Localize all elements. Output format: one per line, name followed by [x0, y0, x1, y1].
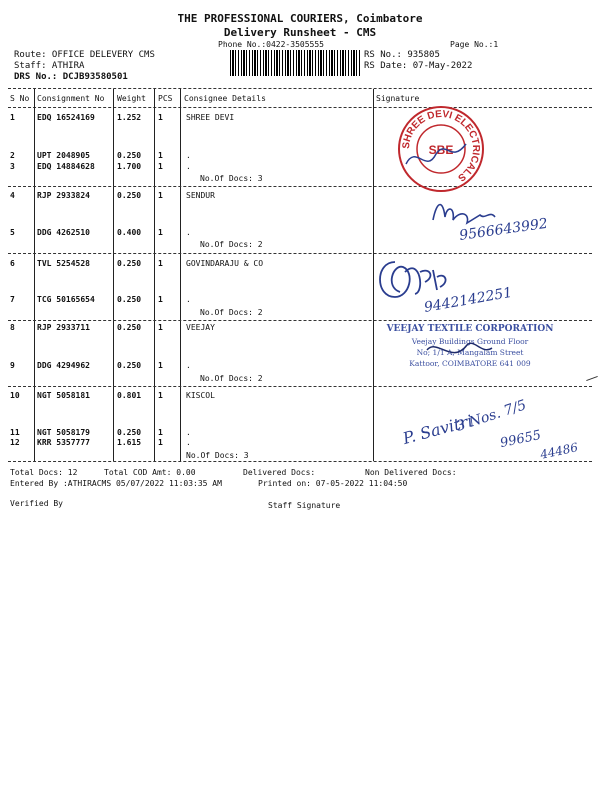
row-pcs: 1: [158, 361, 163, 370]
printed-on: Printed on: 07-05-2022 11:04:50: [258, 479, 408, 488]
row-sno: 12: [10, 438, 20, 447]
row-pcs: 1: [158, 323, 163, 332]
row-consignment: TCG 50165654: [37, 295, 95, 304]
row-consignee: VEEJAY: [186, 323, 215, 332]
row-consignment: NGT 5058181: [37, 391, 90, 400]
row-sno: 3: [10, 162, 15, 171]
row-pcs: 1: [158, 391, 163, 400]
column-line: [34, 89, 35, 461]
divider: [8, 186, 592, 187]
col-sno: S No: [10, 94, 30, 103]
divider: [8, 88, 592, 89]
row-consignment: NGT 5058179: [37, 428, 90, 437]
row-weight: 0.400: [117, 228, 142, 237]
row-consignment: DDG 4262510: [37, 228, 90, 237]
drs-number: DRS No.: DCJB93580501: [14, 72, 128, 82]
row-consignee: .: [186, 228, 191, 237]
row-sno: 9: [10, 361, 15, 370]
row-weight: 1.615: [117, 438, 142, 447]
kiscol-receiver-name: P. Savitri: [400, 411, 475, 448]
col-weight: Weight: [117, 94, 146, 103]
divider: [8, 107, 592, 108]
rs-number: RS No.: 935805: [364, 50, 440, 60]
kiscol-phone-1: 99655: [498, 427, 543, 452]
rs-date: RS Date: 07-May-2022: [364, 61, 473, 71]
row-pcs: 1: [158, 151, 163, 160]
row-consignee: .: [186, 162, 191, 171]
shree-devi-stamp: [396, 104, 486, 194]
govindaraju-signature: [375, 252, 535, 322]
svg-text:9442142251: 9442142251: [422, 284, 514, 316]
row-weight: 0.250: [117, 361, 142, 370]
row-consignee: .: [186, 295, 191, 304]
col-pcs: PCS: [158, 94, 173, 103]
row-weight: 1.252: [117, 113, 142, 122]
row-consignee: GOVINDARAJU & CO: [186, 259, 264, 268]
row-sno: 5: [10, 228, 15, 237]
row-weight: 0.250: [117, 191, 142, 200]
divider: [8, 386, 592, 387]
row-weight: 0.250: [117, 259, 142, 268]
margin-mark: [586, 376, 598, 381]
col-consignment: Consignment No: [37, 94, 105, 103]
row-consignee: .: [186, 151, 191, 160]
svg-text:No; 1/1 A, Mangalam Street: No; 1/1 A, Mangalam Street: [416, 348, 524, 357]
row-pcs: 1: [158, 113, 163, 122]
kiscol-phone-2: 44486: [538, 440, 580, 462]
column-line: [373, 89, 374, 461]
row-consignee: .: [186, 428, 191, 437]
kiscol-note: 3 Nos. 7/5: [454, 397, 529, 435]
row-sno: 1: [10, 113, 15, 122]
page-number: Page No.:1: [450, 40, 499, 49]
row-sno: 7: [10, 295, 15, 304]
row-consignment: RJP 2933824: [37, 191, 90, 200]
row-weight: 0.250: [117, 428, 142, 437]
svg-text:VEEJAY TEXTILE CORPORATION: VEEJAY TEXTILE CORPORATION: [386, 324, 554, 334]
route: Route: OFFICE DELEVERY CMS: [14, 50, 155, 60]
runsheet-title: Delivery Runsheet - CMS: [223, 26, 377, 39]
group-docs-count: No.Of Docs: 2: [200, 240, 263, 249]
divider: [8, 461, 592, 462]
row-consignee: SENDUR: [186, 191, 215, 200]
row-sno: 6: [10, 259, 15, 268]
entered-by: Entered By :ATHIRACMS 05/07/2022 11:03:35 AM: [10, 479, 222, 488]
row-consignee: .: [186, 361, 191, 370]
row-sno: 11: [10, 428, 20, 437]
col-signature: Signature: [376, 94, 420, 103]
sendur-signature: [425, 195, 575, 250]
row-pcs: 1: [158, 191, 163, 200]
row-pcs: 1: [158, 162, 163, 171]
row-pcs: 1: [158, 295, 163, 304]
svg-text:Veejay Buildings Ground Floor: Veejay Buildings Ground Floor: [411, 337, 529, 346]
company-name: THE PROFESSIONAL COURIERS, Coimbatore: [177, 12, 423, 25]
svg-text:SHREE DEVI ELECTRICALS: SHREE DEVI ELECTRICALS: [400, 108, 482, 184]
veejay-stamp: [382, 320, 562, 378]
svg-text:SBE: SBE: [428, 143, 454, 157]
total-docs: Total Docs: 12: [10, 468, 78, 477]
row-sno: 4: [10, 191, 15, 200]
row-pcs: 1: [158, 259, 163, 268]
row-consignment: RJP 2933711: [37, 323, 90, 332]
staff-signature-label: Staff Signature: [268, 501, 341, 510]
row-consignee: .: [186, 438, 191, 447]
total-cod-amount: Total COD Amt: 0.00: [104, 468, 196, 477]
svg-text:Kattoor, COIMBATORE 641 009: Kattoor, COIMBATORE 641 009: [409, 359, 531, 368]
row-weight: 1.700: [117, 162, 142, 171]
column-line: [180, 89, 181, 461]
group-docs-count: No.Of Docs: 2: [200, 374, 263, 383]
col-consignee: Consignee Details: [184, 94, 266, 103]
verified-by: Verified By: [10, 499, 63, 508]
barcode: [230, 50, 360, 76]
svg-text:9566643992: 9566643992: [458, 215, 549, 244]
row-consignment: EDQ 16524169: [37, 113, 95, 122]
row-consignment: KRR 5357777: [37, 438, 90, 447]
row-sno: 8: [10, 323, 15, 332]
row-weight: 0.250: [117, 151, 142, 160]
column-line: [154, 89, 155, 461]
phone-number: Phone No.:0422-3505555: [218, 40, 324, 49]
row-sno: 10: [10, 391, 20, 400]
row-consignee: KISCOL: [186, 391, 215, 400]
row-consignment: TVL 5254528: [37, 259, 90, 268]
row-weight: 0.250: [117, 323, 142, 332]
row-consignment: EDQ 14884628: [37, 162, 95, 171]
delivered-docs: Delivered Docs:: [243, 468, 316, 477]
group-docs-count: No.Of Docs: 2: [200, 308, 263, 317]
group-docs-count: No.Of Docs: 3: [200, 174, 263, 183]
row-pcs: 1: [158, 428, 163, 437]
staff: Staff: ATHIRA: [14, 61, 85, 71]
column-line: [113, 89, 114, 461]
row-consignment: UPT 2048905: [37, 151, 90, 160]
row-pcs: 1: [158, 438, 163, 447]
group-docs-count: No.Of Docs: 3: [186, 451, 249, 460]
row-consignee: SHREE DEVI: [186, 113, 235, 122]
row-weight: 0.250: [117, 295, 142, 304]
row-weight: 0.801: [117, 391, 142, 400]
row-consignment: DDG 4294962: [37, 361, 90, 370]
non-delivered-docs: Non Delivered Docs:: [365, 468, 457, 477]
row-pcs: 1: [158, 228, 163, 237]
row-sno: 2: [10, 151, 15, 160]
